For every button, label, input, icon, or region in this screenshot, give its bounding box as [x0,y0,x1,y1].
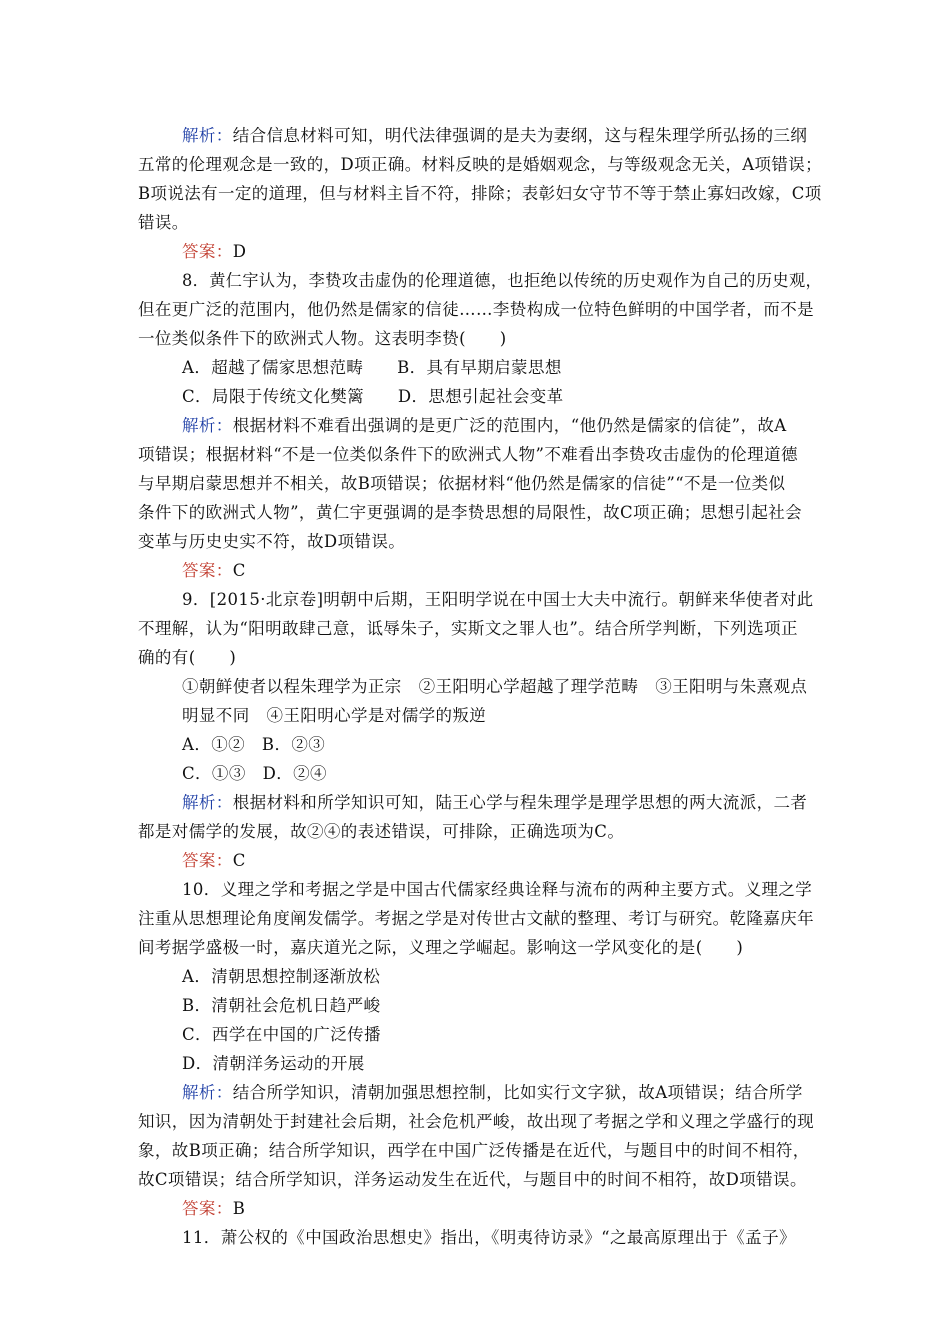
question-line: 一位类似条件下的欧洲式人物。这表明李贽( ) [138,329,507,348]
analysis-line: 解析：结合信息材料可知，明代法律强调的是夫为妻纲，这与程朱理学所弘扬的三纲 [182,126,808,145]
answer-label: 答案： [182,561,233,580]
option-line: B．清朝社会危机日趋严峻 [182,996,381,1015]
option-line: A．①② B．②③ [182,735,326,754]
analysis-line: 象，故B项正确；结合所学知识，西学在中国广泛传播是在近代，与题目中的时间不相符， [138,1141,810,1160]
analysis-line: 错误。 [138,213,189,232]
answer-line [182,851,246,871]
analysis-label: 解析： [182,126,233,145]
analysis-line: B项说法有一定的道理，但与材料主旨不符，排除；表彰妇女守节不等于禁止寡妇改嫁，C项 [138,184,822,203]
question-line: 不理解，认为“阳明敢肆己意，诋辱朱子，实斯文之罪人也”。结合所学判断，下列选项正 [138,619,798,638]
answer-label: 答案： [182,851,233,870]
analysis-line: 项错误；根据材料“不是一位类似条件下的欧洲式人物”不难看出李贽攻击虚伪的伦理道德 [138,445,798,464]
analysis-line: 解析：根据材料不难看出强调的是更广泛的范围内，“他仍然是儒家的信徒”，故A [182,416,787,435]
question-line: 11．萧公权的《中国政治思想史》指出，《明夷待访录》“之最高原理出于《孟子》 [182,1228,796,1247]
option-line: D．清朝洋务运动的开展 [182,1054,365,1073]
option-line: A．清朝思想控制逐渐放松 [182,967,381,986]
analysis-line: 与早期启蒙思想并不相关，故B项错误；依据材料“他仍然是儒家的信徒”“不是一位类似 [138,474,786,493]
question-line: 但在更广泛的范围内，他仍然是儒家的信徒……李贽构成一位特色鲜明的中国学者，而不是 [138,300,814,319]
question-line: 8．黄仁宇认为，李贽攻击虚伪的伦理道德，也拒绝以传统的历史观作为自己的历史观， [182,271,823,290]
answer-line [182,561,246,581]
answer-line [182,1199,245,1219]
statement-line: 明显不同 ④王阳明心学是对儒学的叛逆 [182,706,487,725]
option-line: A．超越了儒家思想范畴 B．具有早期启蒙思想 [182,358,562,377]
answer-value: D [232,242,247,261]
answer-value: C [232,851,246,870]
analysis-line: 解析：根据材料和所学知识可知，陆王心学与程朱理学是理学思想的两大流派，二者 [182,793,808,812]
answer-label: 答案： [182,1199,233,1218]
question-line: 间考据学盛极一时，嘉庆道光之际，义理之学崛起。影响这一学风变化的是( ) [138,938,744,957]
question-line: 确的有( ) [138,648,237,667]
answer-value: C [232,561,246,580]
question-line: 9．[2015·北京卷]明朝中后期，王阳明学说在中国士大夫中流行。朝鲜来华使者对此 [182,590,814,609]
analysis-line: 解析：结合所学知识，清朝加强思想控制，比如实行文字狱，故A项错误；结合所学 [182,1083,803,1102]
question-line: 10．义理之学和考据之学是中国古代儒家经典诠释与流布的两种主要方式。义理之学 [182,880,813,899]
analysis-line: 故C项错误；结合所学知识，洋务运动发生在近代，与题目中的时间不相符，故D项错误。 [138,1170,807,1189]
analysis-line: 变革与历史史实不符，故D项错误。 [138,532,406,551]
analysis-line: 都是对儒学的发展，故②④的表述错误，可排除，正确选项为C。 [138,822,625,841]
analysis-label: 解析： [182,793,233,812]
analysis-line: 条件下的欧洲式人物”，黄仁宇更强调的是李贽思想的局限性，故C项正确；思想引起社会 [138,503,803,522]
analysis-line: 五常的伦理观念是一致的，D项正确。材料反映的是婚姻观念，与等级观念无关，A项错误； [138,155,823,174]
answer-value: B [232,1199,246,1218]
analysis-line: 知识，因为清朝处于封建社会后期，社会危机严峻，故出现了考据之学和义理之学盛行的现 [138,1112,814,1131]
option-line: C．①③ D．②④ [182,764,327,783]
statement-line: ①朝鲜使者以程朱理学为正宗 ②王阳明心学超越了理学范畴 ③王阳明与朱熹观点 [182,677,808,696]
answer-line [182,242,246,262]
option-line: C．西学在中国的广泛传播 [182,1025,381,1044]
question-line: 注重从思想理论角度阐发儒学。考据之学是对传世古文献的整理、考订与研究。乾隆嘉庆年 [138,909,814,928]
option-line: C．局限于传统文化樊篱 D．思想引起社会变革 [182,387,564,406]
analysis-label: 解析： [182,1083,233,1102]
analysis-label: 解析： [182,416,233,435]
answer-label: 答案： [182,242,233,261]
